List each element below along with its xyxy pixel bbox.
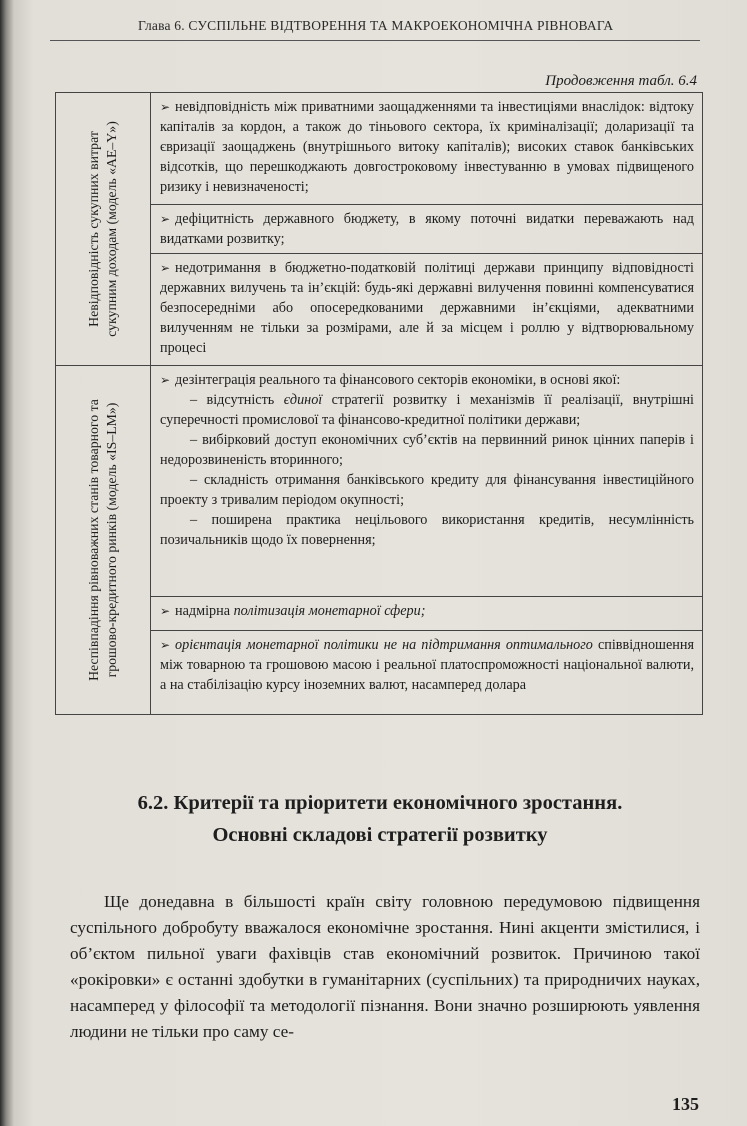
group-label-ae-y: Невідповідність сукупних витрат сукупним доходам (модель «AE–Y») xyxy=(86,121,119,337)
section-title-line2: Основні складові стратегії розвитку xyxy=(212,824,548,846)
table-row xyxy=(56,93,703,205)
running-header: Глава 6. СУСПІЛЬНЕ ВІДТВОРЕННЯ ТА МАКРОЕКОНОМІЧНА РІВНОВАГА xyxy=(138,18,614,33)
group-label-is-lm: Неспівпадіння рівноважних станів товарного та грошово-кредитного ринків (модель «IS–LM») xyxy=(86,399,119,681)
body-paragraph: Ще донедавна в більшості країн світу головною передумовою підвищення суспільного добробуту вважалося економічне зростання. Нині акценти змістилися, і об’єктом пильної уваги фахівців став економічний розвиток. Причиною такої «рокіровки» є останні здобутки в гуманітарних (суспільних) та природничих науках, насамперед у філософії та методології пізнання. Вони значно розширюють уявлення людини не тільки про саму се- xyxy=(70,892,700,1041)
page-number: 135 xyxy=(672,1094,699,1114)
section-title-line1: 6.2. Критерії та пріоритети економічного зростання. xyxy=(137,792,623,814)
list-item: – складність отримання банківського кредиту для фінансування інвестиційного проекту з тривалим періодом окупності; xyxy=(160,472,694,508)
header-rule xyxy=(50,40,700,41)
arrow-bullet-icon: ➢ xyxy=(160,100,171,114)
list-item: – відсутність єдиної стратегії розвитку і механізмів її реалізації, внутрішні суперечності промислової та фінансово-кредитної політики держави; xyxy=(160,392,694,428)
table-row xyxy=(56,597,703,631)
arrow-bullet-icon: ➢ xyxy=(160,211,171,226)
table-row xyxy=(56,631,703,715)
reasons-table xyxy=(55,92,703,715)
table-cell: ➢ орієнтація монетарної політики не на підтримання оптимального співвідношення між товарною та грошовою масою і реальної платоспроможності національної валюти, а на стабілізацію курсу іноземних валют, насамперед долара xyxy=(151,631,703,715)
table-cell xyxy=(151,366,703,597)
arrow-bullet-icon: ➢ xyxy=(160,638,171,653)
arrow-bullet-icon: ➢ xyxy=(160,604,171,619)
arrow-bullet-icon: ➢ xyxy=(160,373,171,387)
list-item: ➢ дезінтеграція реального та фінансового секторів економіки, в основі якої: xyxy=(160,372,621,388)
table-row xyxy=(56,204,703,254)
group-label-cell xyxy=(56,366,151,715)
table-cell: ➢ дефіцитність державного бюджету, в якому поточні видатки переважають над видатками розвитку; xyxy=(151,204,703,254)
table-row xyxy=(56,366,703,597)
table-row xyxy=(56,254,703,366)
table-cell: ➢ невідповідність між приватними заощадженнями та інвестиціями внаслідок: відтоку капіталів за кордон, а також до тіньового сектора, їх криміналізації; доларизації та євризації заощаджень (внутрішнього витоку капіталів); високих ставок банківських відсотків, що перешкоджають довгостроковому інвестуванню в умовах підвищеного ризику і невизначеності; xyxy=(151,93,703,205)
table-cell: ➢ недотримання в бюджетно-податковій політиці держави принципу відповідності державних вилучень та ін’єкцій: будь-які державні вилучення повинні компенсуватися безпосередніми або опосередкованими державними ін’єкціями, адекватними вилученням не тільки за розмірами, але й за місцем і роллю у відтворювальному процесі xyxy=(151,254,703,366)
table-continuation-label: Продовження табл. 6.4 xyxy=(545,73,697,89)
group-label-cell xyxy=(56,93,151,366)
list-item: – поширена практика нецільового використання кредитів, несумлінність позичальників щодо їх повернення; xyxy=(160,512,694,548)
arrow-bullet-icon: ➢ xyxy=(160,261,171,276)
table-cell: ➢ надмірна політизація монетарної сфери; xyxy=(151,597,703,631)
list-item: – вибірковий доступ економічних суб’єктів на первинний ринок цінних паперів і недорозвиненість вторинного; xyxy=(160,432,694,468)
